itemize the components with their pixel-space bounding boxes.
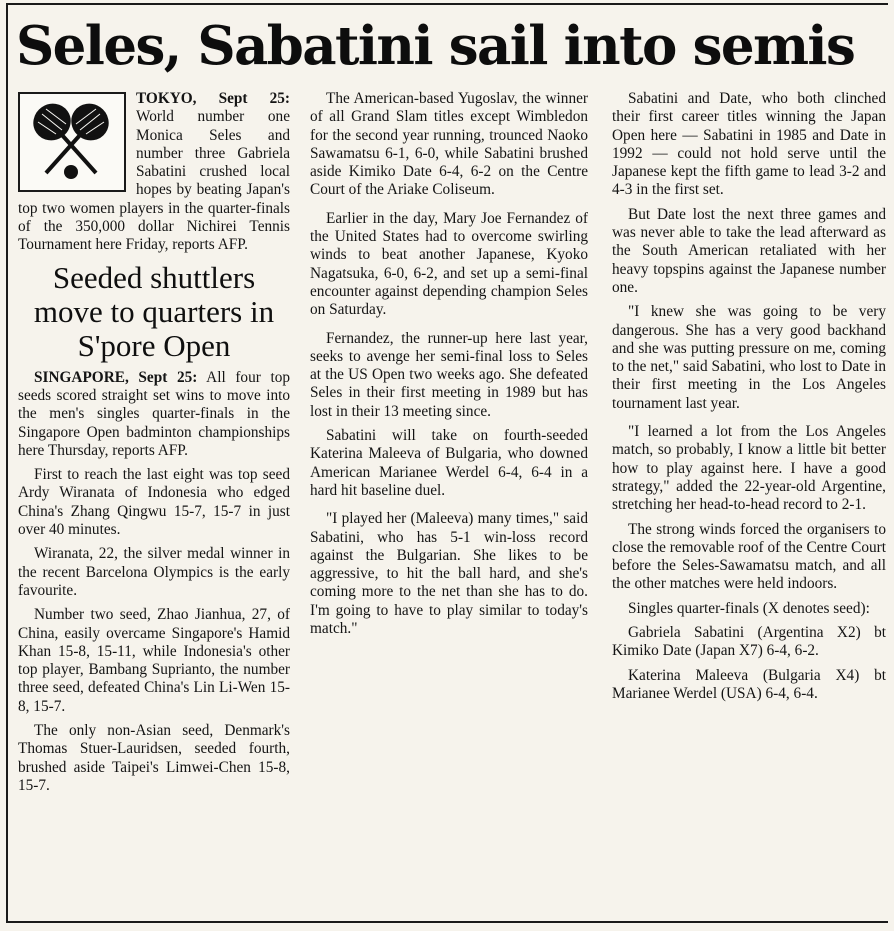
result-line: Katerina Maleeva (Bulgaria X4) bt Marianee Werdel (USA) 6-4, 6-4. <box>612 666 886 702</box>
shuttlers-headline: Seeded shuttlers move to quarters in S'pore Open <box>33 259 275 363</box>
shuttlers-paragraph: Number two seed, Zhao Jianhua, 27, of China, easily overcame Singapore's Hamid Khan 15-8, 15-11, while Indonesia's other top player, Bambang Suprianto, the number three seed, defeated China's Lin Li-Wen 15-8, 15-7. <box>18 606 290 715</box>
tennis-quote-paragraph: "I learned a lot from the Los Angeles match, so probably, I know a little bit better how to play against here. I have a good strategy," added the 22-year-old Argentine, stretching her head-to-head record to 2-1. <box>612 423 886 514</box>
tennis-logo <box>18 92 126 192</box>
column-1 <box>18 90 290 801</box>
tennis-paragraph: Fernandez, the runner-up here last year, seeks to avenge her semi-final loss to Seles at the US Open two weeks ago. She defeated Seles in their first meeting in 1989 but has lost in their 13 meeting since. <box>310 329 588 420</box>
shuttlers-paragraph: The only non-Asian seed, Denmark's Thomas Stuer-Lauridsen, seeded fourth, brushed aside Taipei's Limwei-Chen 15-8, 15-7. <box>18 722 290 794</box>
tokyo-dateline: TOKYO, Sept 25: <box>136 90 290 107</box>
results-heading: Singles quarter-finals (X denotes seed): <box>628 599 870 617</box>
tennis-quote-paragraph: "I played her (Maleeva) many times," said Sabatini, who has 5-1 win-loss record against the Bulgarian. She likes to be aggressive, to hit the ball hard, and she's coming more to the net than she has to do. I'm going to have to play similar to today's match." <box>310 510 588 638</box>
tennis-paragraph: The American-based Yugoslav, the winner of all Grand Slam titles except Wimbledon for the second year running, trounced Naoko Sawamatsu 6-1, 6-0, while Sabatini brushed aside Kimiko Date 6-4, 6-2 on the Centre Court of the Ariake Coliseum. <box>310 90 588 199</box>
tokyo-lead: World number one Monica Seles and number three Gabriela Sabatini crushed local hopes by beating Japan's top two women players in the quarter-finals of the 350,000 dollar Nichirei Tennis Tournament here Friday, reports AFP. <box>18 108 290 254</box>
shuttlers-paragraph: Wiranata, 22, the silver medal winner in the recent Barcelona Olympics is the early favourite. <box>18 545 290 599</box>
bottom-rule <box>6 921 888 923</box>
tennis-paragraph: Earlier in the day, Mary Joe Fernandez of the United States had to overcome swirling winds to beat another Japanese, Kyoko Nagatsuka, 6-0, 6-2, and set up a semi-final encounter against depending champion Seles on Saturday. <box>310 209 588 319</box>
column-2 <box>310 90 588 644</box>
crossed-tennis-rackets-icon <box>26 98 116 184</box>
shuttlers-paragraph: First to reach the last eight was top seed Ardy Wiranata of Indonesia who edged China's Zhang Qingwu 15-7, 15-7 in just over 40 minutes. <box>18 466 290 539</box>
tennis-paragraph: The strong winds forced the organisers to close the removable roof of the Centre Court before the Seles-Sawamatsu match, and all the other matches were held indoors. <box>612 520 886 593</box>
tennis-quote-paragraph: "I knew she was going to be very dangerous. She has a very good backhand and she was putting pressure on me, coming to the net," said Sabatini, who lost to Date in their first meeting in the Los Angeles tournament last year. <box>612 303 886 412</box>
tennis-paragraph: But Date lost the next three games and was never able to take the lead afterward as the South American retaliated with her heavy topspins against the Japanese number one. <box>612 205 886 296</box>
left-rule <box>6 4 8 921</box>
result-line: Gabriela Sabatini (Argentina X2) bt Kimiko Date (Japan X7) 6-4, 6-2. <box>612 624 886 660</box>
column-3 <box>612 90 886 709</box>
tennis-paragraph: Sabatini and Date, who both clinched their first career titles winning the Japan Open here — Sabatini in 1985 and Date in 1992 — could not hold serve until the Japanese kept the fifth game to lead 3-2 and 4-3 in the first set. <box>612 90 886 199</box>
singapore-lead: All four top seeds scored straight set wins to move into the men's singles quarter-finals in the Singapore Open badminton championships here Thursday, reports AFP. <box>18 368 290 459</box>
singapore-dateline: SINGAPORE, Sept 25: <box>34 368 198 386</box>
page-headline: Seles, Sabatini sail into semis <box>16 15 855 77</box>
tennis-paragraph: Sabatini will take on fourth-seeded Katerina Maleeva of Bulgaria, who downed American Marianee Werdel 6-4, 6-4 in a hard hit baseline duel. <box>310 427 588 499</box>
top-rule <box>6 3 888 5</box>
